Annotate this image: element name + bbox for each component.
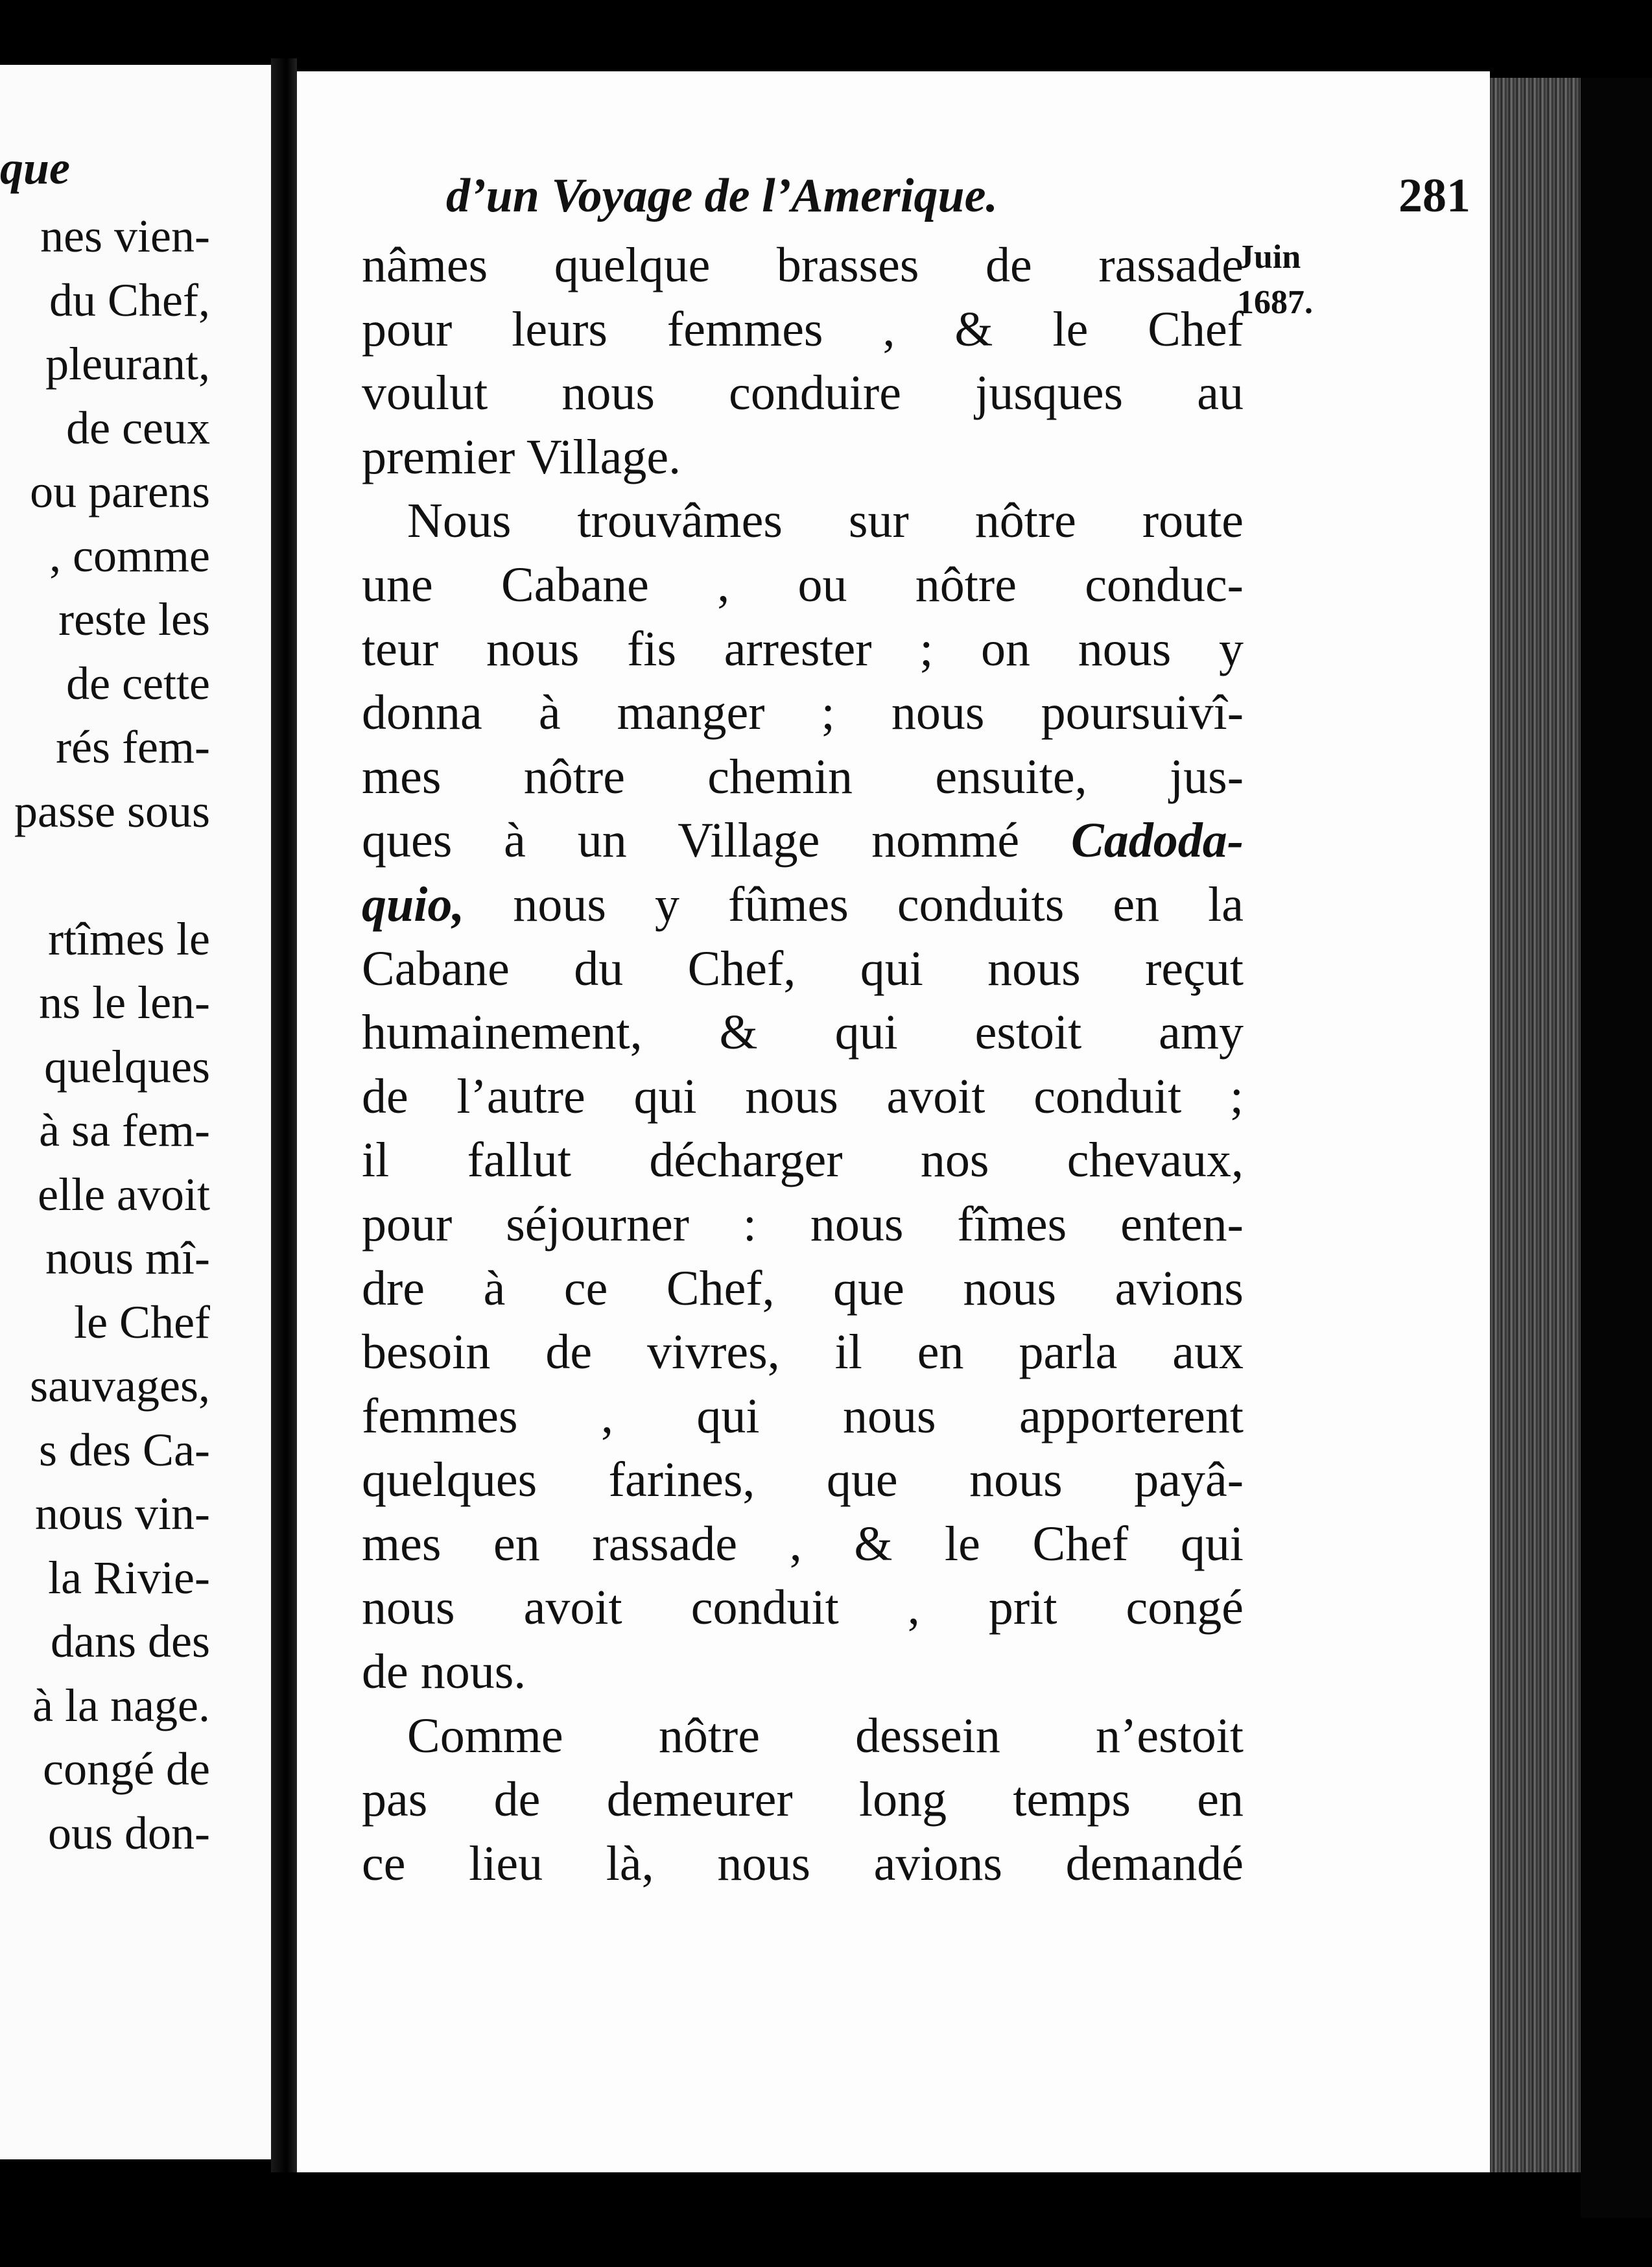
left-line: ou parens — [30, 466, 210, 517]
left-line: de ceux — [66, 401, 210, 454]
left-page-text — [14, 204, 210, 1865]
text-line: nous avoit conduit , prit congé — [362, 1580, 1244, 1635]
left-line: le Chef — [74, 1296, 210, 1348]
left-line: elle avoit — [38, 1168, 210, 1220]
right-page — [297, 71, 1490, 2172]
place-name-italic: Cadoda- — [1071, 813, 1244, 868]
margin-note-year: 1687. — [1237, 284, 1313, 321]
page-number: 281 — [1398, 169, 1470, 222]
text-line: quelques farines, que nous payâ- — [362, 1453, 1244, 1508]
left-line: à sa fem- — [39, 1104, 210, 1156]
text-line: Cabane du Chef, qui nous reçut — [362, 941, 1244, 996]
left-line: reste les — [58, 593, 210, 645]
book-page-edges — [1490, 78, 1581, 2172]
text-line: nâmes quelque brasses de rassade — [362, 238, 1244, 292]
text-line: pour séjourner : nous fîmes enten- — [362, 1196, 1244, 1252]
left-line: de cette — [66, 657, 210, 709]
text-line: mes en rassade , & le Chef qui — [362, 1516, 1244, 1571]
left-line: nous vin- — [35, 1488, 210, 1539]
left-line: , comme — [49, 529, 210, 582]
book-gutter — [271, 58, 297, 2172]
text-line — [362, 809, 1244, 873]
text-line: donna à manger ; nous poursuivî- — [362, 685, 1244, 741]
left-line: ous don- — [48, 1807, 210, 1859]
left-line: pleurant, — [45, 338, 210, 390]
text-line-part: ques à un Village nommé — [362, 813, 1020, 868]
left-line: nes vien- — [40, 210, 210, 262]
text-line: premier Village. — [362, 429, 681, 484]
text-line — [362, 873, 1244, 937]
text-line: besoin de vivres, il en parla aux — [362, 1325, 1244, 1380]
text-line: voulut nous conduire jusques au — [362, 366, 1244, 421]
left-line: dans des — [51, 1615, 210, 1667]
text-line: de l’autre qui nous avoit conduit ; — [362, 1069, 1244, 1124]
body-text — [362, 233, 1244, 1895]
text-line: Comme nôtre dessein n’estoit — [407, 1708, 1244, 1763]
text-line-part: nous y fûmes conduits en la — [513, 877, 1244, 932]
margin-note — [1237, 235, 1313, 326]
running-title: d’un Voyage de l’Amerique. — [446, 169, 998, 222]
left-line: s des Ca- — [39, 1423, 210, 1476]
left-line: du Chef, — [49, 274, 210, 326]
place-name-italic: quio, — [362, 877, 465, 932]
text-line: ce lieu là, nous avions demandé — [362, 1836, 1244, 1891]
left-line-gap — [14, 843, 210, 907]
text-line: Nous trouvâmes sur nôtre route — [407, 493, 1244, 549]
running-head — [446, 169, 1470, 233]
left-line: ns le len- — [39, 977, 210, 1028]
left-line: rés fem- — [56, 721, 210, 773]
left-line: nous mî- — [45, 1232, 210, 1284]
text-line: de nous. — [362, 1644, 526, 1700]
left-line: à la nage. — [32, 1679, 210, 1731]
text-line: dre à ce Chef, que nous avions — [362, 1261, 1244, 1316]
left-line: congé de — [43, 1743, 210, 1795]
left-line: quelques — [44, 1040, 210, 1093]
text-line: il fallut décharger nos chevaux, — [362, 1133, 1244, 1188]
background-shadow — [1581, 78, 1652, 2218]
left-line: la Rivie- — [48, 1551, 210, 1604]
text-line: teur nous fis arrester ; on nous y — [362, 621, 1244, 676]
text-line: femmes , qui nous apporterent — [362, 1388, 1244, 1443]
left-line: sauvages, — [30, 1360, 210, 1412]
text-line: humainement, & qui estoit amy — [362, 1005, 1244, 1060]
margin-note-month: Juin — [1237, 239, 1301, 276]
left-page — [0, 65, 271, 2159]
text-line: pas de demeurer long temps en — [362, 1772, 1244, 1827]
left-page-running-head: que — [0, 142, 70, 194]
text-line: une Cabane , ou nôtre conduc- — [362, 557, 1244, 612]
left-line: rtîmes le — [48, 912, 210, 965]
text-line: pour leurs femmes , & le Chef — [362, 302, 1244, 357]
text-line: mes nôtre chemin ensuite, jus- — [362, 749, 1244, 804]
left-line: passe sous — [14, 785, 210, 837]
